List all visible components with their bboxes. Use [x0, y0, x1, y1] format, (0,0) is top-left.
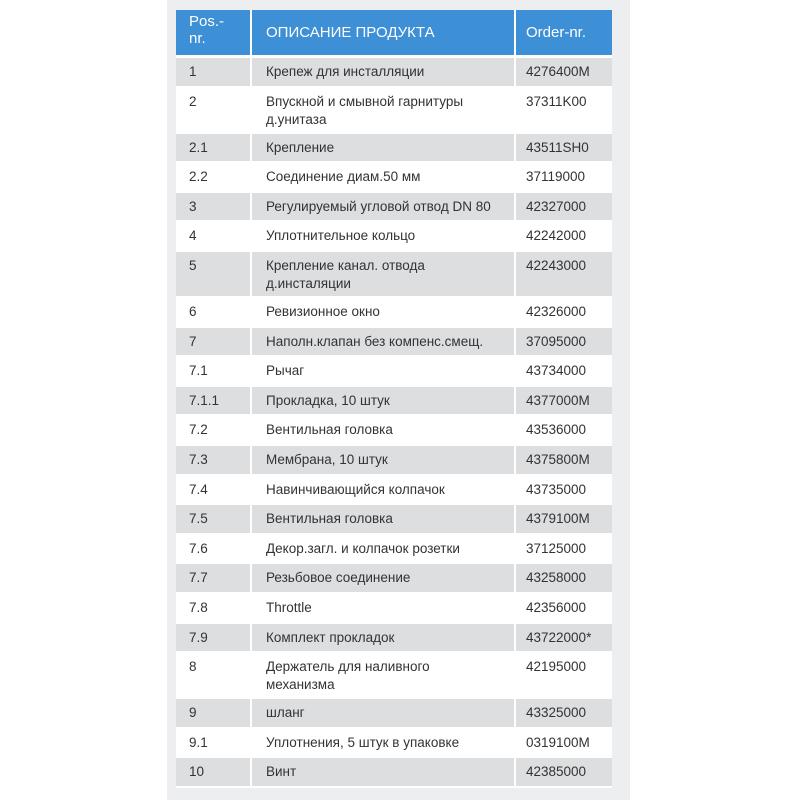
cell-pos — [176, 535, 252, 565]
cell-pos — [176, 387, 252, 417]
order-value: 4375800M — [526, 451, 590, 467]
description-text — [252, 222, 514, 245]
table-row — [176, 193, 612, 223]
cell-pos — [176, 357, 252, 387]
cell-order — [516, 535, 612, 565]
cell-order — [516, 699, 612, 729]
cell-order — [516, 298, 612, 328]
order-value: 4379100M — [526, 511, 590, 527]
description-line: Вентильная головка — [266, 422, 393, 438]
cell-description — [252, 134, 516, 164]
cell-pos — [176, 58, 252, 88]
table-row — [176, 416, 612, 446]
pos-value: 7.1.1 — [189, 392, 220, 408]
cell-description — [252, 729, 516, 759]
table-row — [176, 505, 612, 535]
cell-order — [516, 134, 612, 164]
cell-order — [516, 624, 612, 654]
description-line: Мембрана, 10 штук — [266, 451, 388, 467]
cell-pos — [176, 594, 252, 624]
cell-description — [252, 88, 516, 134]
description-text — [252, 653, 514, 694]
cell-pos — [176, 298, 252, 328]
description-line: Throttle — [266, 599, 312, 615]
cell-order — [516, 594, 612, 624]
order-value: 43325000 — [526, 705, 587, 721]
table-row — [176, 58, 612, 88]
cell-pos — [176, 163, 252, 193]
cell-description — [252, 564, 516, 594]
table-row — [176, 298, 612, 328]
cell-pos — [176, 729, 252, 759]
description-line: Крепление канал. отвода — [266, 257, 425, 273]
cell-pos — [176, 699, 252, 729]
cell-description — [252, 699, 516, 729]
cell-pos — [176, 758, 252, 788]
description-line: Наполн.клапан без компенс.смещ. — [266, 333, 484, 349]
cell-description — [252, 535, 516, 565]
pos-value: 4 — [189, 228, 197, 244]
description-line: Держатель для наливного — [266, 659, 430, 675]
description-text — [252, 298, 514, 321]
table-row — [176, 624, 612, 654]
table-row — [176, 729, 612, 759]
cell-pos — [176, 505, 252, 535]
pos-value: 2.1 — [189, 139, 208, 155]
cell-order — [516, 193, 612, 223]
pos-value: 7.3 — [189, 451, 208, 467]
description-line: Уплотнительное кольцо — [266, 228, 416, 244]
description-text — [252, 476, 514, 499]
pos-value: 3 — [189, 198, 197, 214]
description-text — [252, 729, 514, 752]
header-description: ОПИСАНИЕ ПРОДУКТА — [252, 10, 516, 58]
order-value: 43536000 — [526, 422, 587, 438]
cell-pos — [176, 222, 252, 252]
pos-value: 7.9 — [189, 629, 208, 645]
order-value: 43735000 — [526, 481, 587, 497]
cell-description — [252, 446, 516, 476]
order-value: 42242000 — [526, 228, 587, 244]
pos-value: 2.2 — [189, 169, 208, 185]
table-row — [176, 476, 612, 506]
table-row — [176, 594, 612, 624]
table-row — [176, 699, 612, 729]
description-text — [252, 163, 514, 186]
pos-value: 7.2 — [189, 422, 208, 438]
cell-pos — [176, 416, 252, 446]
order-value: 0319100M — [526, 734, 590, 750]
pos-value: 2 — [189, 93, 197, 109]
cell-description — [252, 387, 516, 417]
cell-pos — [176, 134, 252, 164]
cell-order — [516, 163, 612, 193]
order-value: 37095000 — [526, 333, 587, 349]
cell-order — [516, 446, 612, 476]
description-text — [252, 594, 514, 617]
cell-description — [252, 594, 516, 624]
description-line: Винт — [266, 764, 297, 780]
description-line: Комплект прокладок — [266, 629, 395, 645]
pos-value: 1 — [189, 64, 197, 79]
table-row — [176, 758, 612, 788]
description-line: Соединение диам.50 мм — [266, 169, 421, 185]
cell-description — [252, 416, 516, 446]
pos-value: 10 — [189, 764, 205, 780]
order-value: 4276400M — [526, 64, 590, 79]
table-header — [176, 10, 612, 58]
description-line: Рычаг — [266, 363, 305, 379]
pos-value: 7.7 — [189, 570, 208, 586]
cell-order — [516, 758, 612, 788]
description-text — [252, 564, 514, 587]
description-text — [252, 193, 514, 216]
parts-table — [176, 10, 612, 788]
header-pos-line1: Pos.- — [189, 13, 225, 30]
table-row — [176, 564, 612, 594]
table-row — [176, 88, 612, 134]
description-line: шланг — [266, 705, 305, 721]
pos-value: 9.1 — [189, 734, 208, 750]
description-text — [252, 624, 514, 647]
description-text — [252, 535, 514, 558]
header-pos-line2: nr. — [189, 30, 206, 47]
cell-description — [252, 58, 516, 88]
cell-description — [252, 298, 516, 328]
description-line: Уплотнения, 5 штук в упаковке — [266, 734, 460, 750]
cell-description — [252, 758, 516, 788]
order-value: 37125000 — [526, 540, 587, 556]
order-value: 37311K00 — [526, 93, 587, 109]
cell-pos — [176, 476, 252, 506]
cell-order — [516, 729, 612, 759]
description-text — [252, 134, 514, 157]
cell-pos — [176, 446, 252, 476]
cell-description — [252, 476, 516, 506]
pos-value: 6 — [189, 303, 197, 319]
description-line: Регулируемый угловой отвод DN 80 — [266, 198, 491, 214]
description-text — [252, 416, 514, 439]
cell-order — [516, 416, 612, 446]
order-value: 43258000 — [526, 570, 587, 586]
cell-pos — [176, 564, 252, 594]
table-row — [176, 328, 612, 358]
description-line: Крепление — [266, 139, 335, 155]
description-line: Декор.загл. и колпачок розетки — [266, 540, 460, 556]
order-value: 43722000* — [526, 629, 592, 645]
cell-pos — [176, 252, 252, 298]
description-text — [252, 505, 514, 528]
description-text — [252, 446, 514, 469]
pos-value: 7.6 — [189, 540, 208, 556]
table-row — [176, 163, 612, 193]
cell-description — [252, 328, 516, 358]
cell-description — [252, 505, 516, 535]
cell-pos — [176, 193, 252, 223]
table-row — [176, 357, 612, 387]
description-text — [252, 758, 514, 781]
cell-order — [516, 357, 612, 387]
header-row — [176, 10, 612, 58]
table-row — [176, 446, 612, 476]
table-row — [176, 387, 612, 417]
cell-pos — [176, 328, 252, 358]
pos-value: 5 — [189, 257, 197, 273]
table-row — [176, 134, 612, 164]
cell-description — [252, 653, 516, 699]
table-row — [176, 252, 612, 298]
description-line: Ревизионное окно — [266, 303, 380, 319]
cell-description — [252, 252, 516, 298]
cell-description — [252, 357, 516, 387]
order-value: 43511SH0 — [526, 139, 589, 155]
table-row — [176, 222, 612, 252]
table-row — [176, 535, 612, 565]
description-line: механизма — [266, 677, 335, 693]
order-value: 42356000 — [526, 599, 587, 615]
cell-description — [252, 193, 516, 223]
pos-value: 7.1 — [189, 363, 208, 379]
cell-order — [516, 387, 612, 417]
order-value: 42326000 — [526, 303, 587, 319]
description-text — [252, 387, 514, 410]
cell-pos — [176, 653, 252, 699]
cell-description — [252, 222, 516, 252]
order-value: 42327000 — [526, 198, 587, 214]
cell-order — [516, 328, 612, 358]
pos-value: 7.5 — [189, 511, 208, 527]
table-row — [176, 653, 612, 699]
cell-order — [516, 564, 612, 594]
description-line: Резьбовое соединение — [266, 570, 411, 586]
description-text — [252, 88, 514, 129]
cell-order — [516, 222, 612, 252]
description-line: Прокладка, 10 штук — [266, 392, 390, 408]
cell-order — [516, 505, 612, 535]
description-text — [252, 58, 514, 81]
pos-value: 7.4 — [189, 481, 208, 497]
description-text — [252, 699, 514, 722]
cell-order — [516, 58, 612, 88]
description-line: Крепеж для инсталляции — [266, 64, 425, 79]
pos-value: 9 — [189, 705, 197, 721]
header-order: Order-nr. — [516, 10, 612, 58]
description-text — [252, 357, 514, 380]
cell-pos — [176, 624, 252, 654]
description-line: Навинчивающийся колпачок — [266, 481, 445, 497]
cell-description — [252, 624, 516, 654]
table-body — [176, 58, 612, 788]
description-line: д.инсталяции — [266, 275, 351, 291]
description-text — [252, 252, 514, 293]
order-value: 42243000 — [526, 257, 587, 273]
order-value: 37119000 — [526, 169, 586, 185]
description-text — [252, 328, 514, 351]
order-value: 42195000 — [526, 659, 587, 675]
order-value: 43734000 — [526, 363, 587, 379]
cell-description — [252, 163, 516, 193]
description-line: Впускной и смывной гарнитуры — [266, 93, 464, 109]
description-line: д.унитаза — [266, 111, 327, 127]
pos-value: 8 — [189, 659, 197, 675]
pos-value: 7.8 — [189, 599, 208, 615]
cell-order — [516, 653, 612, 699]
header-pos — [176, 10, 252, 58]
cell-pos — [176, 88, 252, 134]
order-value: 4377000M — [526, 392, 590, 408]
cell-order — [516, 88, 612, 134]
order-value: 42385000 — [526, 764, 587, 780]
pos-value: 7 — [189, 333, 197, 349]
cell-order — [516, 476, 612, 506]
cell-order — [516, 252, 612, 298]
description-line: Вентильная головка — [266, 511, 393, 527]
